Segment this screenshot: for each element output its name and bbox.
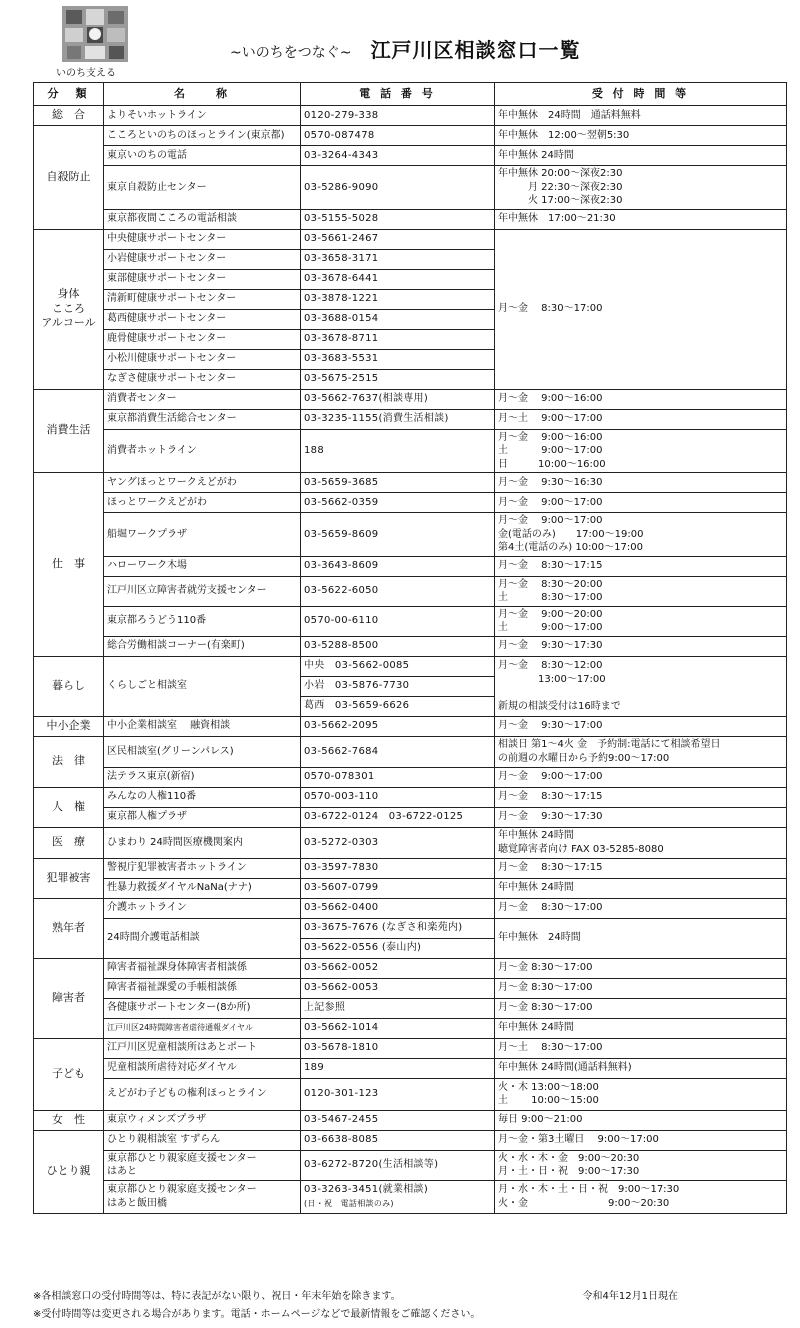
reception-hours: 月～金 9:00～20:00 土 9:00～17:00 — [495, 606, 787, 636]
phone-number: 03-5678-1810 — [304, 1042, 379, 1054]
category-cell: 子ども — [34, 1038, 104, 1110]
service-name: 東京都人権プラザ — [104, 807, 301, 827]
service-name: 障害者福祉課身体障害者相談係 — [104, 958, 301, 978]
category-cell: 犯罪被害 — [34, 858, 104, 898]
reception-hours: 火・水・木・金 9:00～20:30 月・土・日・祝 9:00～17:30 — [495, 1150, 787, 1180]
service-name: 中央健康サポートセンター — [104, 229, 301, 249]
phone-number-cell — [301, 918, 495, 938]
col-header-phone: 電 話 番 号 — [301, 83, 495, 106]
phone-number: 03-3658-3171 — [304, 253, 379, 265]
table-row — [34, 858, 787, 878]
phone-number-cell — [301, 229, 495, 249]
reception-hours: 月～金 9:00～17:00 金(電話のみ) 17:00～19:00 第4土(電話のみ) 10:00～17:00 — [495, 513, 787, 557]
consultation-directory-table — [33, 82, 787, 1214]
service-name: 介護ホットライン — [104, 898, 301, 918]
service-name: 葛西健康サポートセンター — [104, 309, 301, 329]
reception-hours: 火・木 13:00～18:00 土 10:00～15:00 — [495, 1078, 787, 1110]
category-cell: 障害者 — [34, 958, 104, 1038]
phone-number: 0570-00-6110 — [304, 615, 379, 627]
phone-number: 03-5467-2455 — [304, 1114, 379, 1126]
category-cell: 中小企業 — [34, 716, 104, 736]
phone-number-cell — [301, 1130, 495, 1150]
category-cell: 法 律 — [34, 736, 104, 787]
service-name: 東京都ひとり親家庭支援センター はあと飯田橋 — [104, 1180, 301, 1213]
phone-number-cell — [301, 827, 495, 858]
phone-number: 03-3263-3451(就業相談) — [304, 1184, 429, 1195]
table-row — [34, 576, 787, 606]
service-name: 消費者ホットライン — [104, 429, 301, 473]
phone-number-cell — [301, 878, 495, 898]
phone-number: 03-3678-8711 — [304, 333, 379, 345]
service-name: なぎさ健康サポートセンター — [104, 369, 301, 389]
service-name: えどがわ子どもの権利ほっとライン — [104, 1078, 301, 1110]
service-name: 児童相談所虐待対応ダイヤル — [104, 1058, 301, 1078]
footer-line-2 — [33, 1306, 786, 1324]
table-row — [34, 958, 787, 978]
phone-number: 03-5662-0400 — [304, 902, 379, 914]
table-row — [34, 1110, 787, 1130]
footer-line-1 — [33, 1288, 786, 1306]
category-cell: 女 性 — [34, 1110, 104, 1130]
service-name: 清新町健康サポートセンター — [104, 289, 301, 309]
service-name: くらしごと相談室 — [104, 656, 301, 716]
reception-hours: 相談日 第1～4火 金 予約制:電話にて相談希望日 の前週の水曜日から予約9:00～17:00 — [495, 736, 787, 767]
reception-hours: 年中無休 17:00～21:30 — [495, 209, 787, 229]
service-name: ひまわり 24時間医療機関案内 — [104, 827, 301, 858]
phone-number-cell — [301, 1018, 495, 1038]
phone-number-cell — [301, 349, 495, 369]
service-name: 小岩健康サポートセンター — [104, 249, 301, 269]
phone-number-cell — [301, 787, 495, 807]
service-name: 東京都ひとり親家庭支援センター はあと — [104, 1150, 301, 1180]
phone-number: 03-5622-0556 (泰山内) — [304, 942, 422, 954]
page-header — [0, 0, 800, 82]
table-row — [34, 166, 787, 210]
phone-number: 03-6272-8720(生活相談等) — [304, 1159, 439, 1171]
reception-hours: 月～金 9:30～17:30 — [495, 807, 787, 827]
service-name: 東京自殺防止センター — [104, 166, 301, 210]
phone-number-cell — [301, 998, 495, 1018]
table-row — [34, 787, 787, 807]
service-name: 江戸川区児童相談所はあとポート — [104, 1038, 301, 1058]
phone-number-cell — [301, 106, 495, 126]
phone-number-cell — [301, 209, 495, 229]
phone-number: 葛西 03-5659-6626 — [304, 700, 410, 712]
reception-hours: 月～金 8:30～17:00 — [495, 998, 787, 1018]
phone-number-cell — [301, 1150, 495, 1180]
reception-hours: 年中無休 24時間 — [495, 1018, 787, 1038]
phone-number: 03-3264-4343 — [304, 149, 379, 161]
service-name: 東京都ろうどう110番 — [104, 606, 301, 636]
reception-hours: 年中無休 20:00～深夜2:30 月 22:30～深夜2:30 火 17:00～深夜2:30 — [495, 166, 787, 210]
phone-number: 03-6722-0124 03-6722-0125 — [304, 811, 464, 823]
table-row — [34, 878, 787, 898]
as-of-date: 令和4年12月1日現在 — [582, 1291, 678, 1302]
phone-number: 03-5662-2095 — [304, 720, 379, 732]
table-row — [34, 229, 787, 249]
table-row — [34, 918, 787, 938]
reception-hours: 月～金 9:00～16:00 — [495, 389, 787, 409]
table-row — [34, 978, 787, 998]
service-name: よりそいホットライン — [104, 106, 301, 126]
reception-hours: 毎日 9:00～21:00 — [495, 1110, 787, 1130]
service-name: 東京いのちの電話 — [104, 146, 301, 166]
reception-hours: 月～金 9:00～17:00 — [495, 767, 787, 787]
phone-number-cell — [301, 556, 495, 576]
phone-number-cell — [301, 1038, 495, 1058]
table-row — [34, 898, 787, 918]
phone-number: 03-5662-0052 — [304, 962, 379, 974]
reception-hours: 月～金 9:00～16:00 土 9:00～17:00 日 10:00～16:00 — [495, 429, 787, 473]
phone-number-cell — [301, 606, 495, 636]
phone-number: 03-5286-9090 — [304, 181, 379, 193]
table-row — [34, 409, 787, 429]
phone-number-cell — [301, 736, 495, 767]
service-name: 法テラス東京(新宿) — [104, 767, 301, 787]
phone-number: 03-3597-7830 — [304, 862, 379, 874]
phone-number: 0570-078301 — [304, 771, 375, 783]
phone-number-cell — [301, 767, 495, 787]
phone-number-cell — [301, 146, 495, 166]
reception-hours: 年中無休 24時間 — [495, 918, 787, 958]
phone-note: (日・祝 電話相談のみ) — [304, 1198, 394, 1208]
service-name: 区民相談室(グリーンパレス) — [104, 736, 301, 767]
reception-hours: 月～金 8:30～17:15 — [495, 787, 787, 807]
phone-number-cell — [301, 1058, 495, 1078]
phone-number-cell — [301, 329, 495, 349]
table-row — [34, 106, 787, 126]
phone-number: 小岩 03-5876-7730 — [304, 680, 410, 692]
reception-hours: 年中無休 24時間 通話料無料 — [495, 106, 787, 126]
phone-number: 03-5659-8609 — [304, 528, 379, 540]
phone-number-cell — [301, 858, 495, 878]
phone-number: 189 — [304, 1062, 324, 1074]
category-cell: 身体 こころ アルコール — [34, 229, 104, 389]
reception-hours: 月～金 8:30～17:00 — [495, 978, 787, 998]
phone-number: 03-5622-6050 — [304, 585, 379, 597]
table-row — [34, 126, 787, 146]
phone-number: 0120-279-338 — [304, 109, 379, 121]
phone-number: 03-3878-1221 — [304, 293, 379, 305]
service-name: 中小企業相談室 融資相談 — [104, 716, 301, 736]
service-name: 総合労働相談コーナー(有楽町) — [104, 636, 301, 656]
reception-hours: 年中無休 24時間 — [495, 878, 787, 898]
service-name: ハローワーク木場 — [104, 556, 301, 576]
reception-hours: 月～金 8:30～17:15 — [495, 556, 787, 576]
phone-number-cell — [301, 429, 495, 473]
reception-hours: 年中無休 24時間 聴覚障害者向け FAX 03-5285-8080 — [495, 827, 787, 858]
phone-number-cell — [301, 676, 495, 696]
phone-number: 03-3675-7676 (なぎさ和楽苑内) — [304, 922, 463, 934]
phone-number: 03-5659-3685 — [304, 476, 379, 488]
reception-hours: 月～金 9:30～16:30 — [495, 473, 787, 493]
reception-hours: 月～金 8:30～17:00 — [495, 229, 787, 389]
phone-number: 03-5607-0799 — [304, 882, 379, 894]
phone-number-cell — [301, 493, 495, 513]
service-name: ひとり親相談室 すずらん — [104, 1130, 301, 1150]
phone-number: 03-5662-7637(相談専用) — [304, 393, 429, 405]
table-row — [34, 429, 787, 473]
table-row — [34, 998, 787, 1018]
category-cell: 熟年者 — [34, 898, 104, 958]
phone-number: 03-5155-5028 — [304, 213, 379, 225]
col-header-category: 分 類 — [34, 83, 104, 106]
reception-hours: 月～金 9:00～17:00 — [495, 493, 787, 513]
table-row — [34, 493, 787, 513]
service-name: 性暴力救援ダイヤルNaNa(ナナ) — [104, 878, 301, 898]
table-row — [34, 827, 787, 858]
service-name: こころといのちのほっとライン(東京都) — [104, 126, 301, 146]
service-name: 東京都夜間こころの電話相談 — [104, 209, 301, 229]
footer-note-changes: ※受付時間等は変更される場合があります。電話・ホームページなどで最新情報をご確認ください。 — [33, 1309, 481, 1320]
phone-number-cell — [301, 576, 495, 606]
phone-number-cell — [301, 716, 495, 736]
phone-number-cell — [301, 309, 495, 329]
phone-number: 03-5662-7684 — [304, 745, 379, 757]
phone-number: 03-3688-0154 — [304, 313, 379, 325]
phone-number: 上記参照 — [304, 1002, 346, 1014]
table-row — [34, 1180, 787, 1213]
reception-hours: 月～土 8:30～17:00 — [495, 1038, 787, 1058]
reception-hours: 月～土 9:00～17:00 — [495, 409, 787, 429]
table-row — [34, 716, 787, 736]
phone-number-cell — [301, 126, 495, 146]
service-name: 小松川健康サポートセンター — [104, 349, 301, 369]
service-name: みんなの人権110番 — [104, 787, 301, 807]
phone-number: 03-5661-2467 — [304, 233, 379, 245]
reception-hours: 月～金・第3土曜日 9:00～17:00 — [495, 1130, 787, 1150]
category-cell: 仕 事 — [34, 473, 104, 657]
table-row — [34, 1150, 787, 1180]
table-row — [34, 146, 787, 166]
phone-number-cell — [301, 513, 495, 557]
table-row — [34, 736, 787, 767]
category-cell: 暮らし — [34, 656, 104, 716]
phone-number-cell — [301, 898, 495, 918]
category-cell: 消費生活 — [34, 389, 104, 473]
table-row — [34, 1018, 787, 1038]
reception-hours: 月～金 8:30～17:15 — [495, 858, 787, 878]
table-header-row — [34, 83, 787, 106]
footer-notes — [33, 1288, 786, 1324]
phone-number: 188 — [304, 445, 324, 456]
logo-caption: いのち支える — [56, 68, 116, 79]
reception-hours: 月～金 8:30～17:00 — [495, 898, 787, 918]
reception-hours: 月～金 8:30～20:00 土 8:30～17:00 — [495, 576, 787, 606]
phone-number: 0120-301-123 — [304, 1088, 379, 1100]
service-name: 江戸川区立障害者就労支援センター — [104, 576, 301, 606]
reception-hours: 月・水・木・土・日・祝 9:00～17:30 火・金 9:00～20:30 — [495, 1180, 787, 1213]
phone-number: 03-3678-6441 — [304, 273, 379, 285]
phone-number: 03-3235-1155(消費生活相談) — [304, 413, 449, 425]
phone-number-cell — [301, 938, 495, 958]
category-cell: 人 権 — [34, 787, 104, 827]
table-row — [34, 606, 787, 636]
table-row — [34, 556, 787, 576]
table-row — [34, 1038, 787, 1058]
table-body — [34, 106, 787, 1214]
category-cell: 医 療 — [34, 827, 104, 858]
service-name: 障害者福祉課愛の手帳相談係 — [104, 978, 301, 998]
phone-number: 0570-003-110 — [304, 791, 379, 803]
reception-hours: 月～金 9:30～17:00 — [495, 716, 787, 736]
phone-number: 03-5675-2515 — [304, 373, 379, 385]
table-row — [34, 513, 787, 557]
category-cell: 自殺防止 — [34, 126, 104, 230]
phone-number: 03-6638-8085 — [304, 1134, 379, 1146]
service-name: 東部健康サポートセンター — [104, 269, 301, 289]
phone-number-cell — [301, 958, 495, 978]
phone-number: 03-3643-8609 — [304, 560, 379, 572]
table-row — [34, 807, 787, 827]
phone-number-cell — [301, 166, 495, 210]
phone-number-cell — [301, 696, 495, 716]
service-name: 消費者センター — [104, 389, 301, 409]
category-cell: ひとり親 — [34, 1130, 104, 1213]
phone-number-cell — [301, 249, 495, 269]
phone-number: 03-5662-0359 — [304, 496, 379, 508]
phone-number: 中央 03-5662-0085 — [304, 660, 410, 672]
phone-number: 03-3683-5531 — [304, 353, 379, 365]
phone-number: 0570-087478 — [304, 129, 375, 141]
table-row — [34, 209, 787, 229]
service-name: ヤングほっとワークえどがわ — [104, 473, 301, 493]
page-title: 江戸川区相談窓口一覧 — [370, 38, 581, 62]
category-cell: 総 合 — [34, 106, 104, 126]
phone-number: 03-5662-1014 — [304, 1022, 379, 1034]
inochi-sasaeru-logo — [62, 6, 128, 62]
phone-number-cell — [301, 1078, 495, 1110]
service-name: 船堀ワークプラザ — [104, 513, 301, 557]
phone-number-cell — [301, 409, 495, 429]
service-name: 鹿骨健康サポートセンター — [104, 329, 301, 349]
reception-hours: 月～金 9:30～17:30 — [495, 636, 787, 656]
phone-number-cell — [301, 389, 495, 409]
phone-number: 03-5288-8500 — [304, 640, 379, 652]
phone-number-cell — [301, 1180, 495, 1213]
service-name: 各健康サポートセンター(8か所) — [104, 998, 301, 1018]
phone-number-cell — [301, 1110, 495, 1130]
table-row — [34, 389, 787, 409]
phone-number-cell — [301, 807, 495, 827]
table-row — [34, 1078, 787, 1110]
table-row — [34, 1058, 787, 1078]
phone-number-cell — [301, 473, 495, 493]
page-subtitle: ~いのちをつなぐ~ — [230, 45, 352, 61]
reception-hours: 月～金 8:30～12:00 13:00～17:00 新規の相談受付は16時まで — [495, 656, 787, 716]
service-name: 東京ウィメンズプラザ — [104, 1110, 301, 1130]
reception-hours: 年中無休 24時間 — [495, 146, 787, 166]
service-name: 警視庁犯罪被害者ホットライン — [104, 858, 301, 878]
phone-number-cell — [301, 289, 495, 309]
phone-number-cell — [301, 978, 495, 998]
phone-number-cell — [301, 656, 495, 676]
service-name: 江戸川区24時間障害者虐待通報ダイヤル — [104, 1018, 301, 1038]
col-header-hours: 受 付 時 間 等 — [495, 83, 787, 106]
phone-number-cell — [301, 269, 495, 289]
title-block — [230, 34, 581, 63]
phone-number-cell — [301, 636, 495, 656]
phone-number: 03-5662-0053 — [304, 982, 379, 994]
col-header-name: 名 称 — [104, 83, 301, 106]
table-row — [34, 1130, 787, 1150]
reception-hours: 年中無休 12:00～翌朝5:30 — [495, 126, 787, 146]
table-row — [34, 636, 787, 656]
phone-number: 03-5272-0303 — [304, 836, 379, 848]
table-row — [34, 473, 787, 493]
table-row — [34, 767, 787, 787]
phone-number-cell — [301, 369, 495, 389]
reception-hours: 月～金 8:30～17:00 — [495, 958, 787, 978]
service-name: 東京都消費生活総合センター — [104, 409, 301, 429]
footer-note-hours: ※各相談窓口の受付時間等は、特に表記がない限り、祝日・年末年始を除きます。 — [33, 1291, 401, 1302]
table-row — [34, 656, 787, 676]
reception-hours: 年中無休 24時間(通話料無料) — [495, 1058, 787, 1078]
service-name: 24時間介護電話相談 — [104, 918, 301, 958]
service-name: ほっとワークえどがわ — [104, 493, 301, 513]
